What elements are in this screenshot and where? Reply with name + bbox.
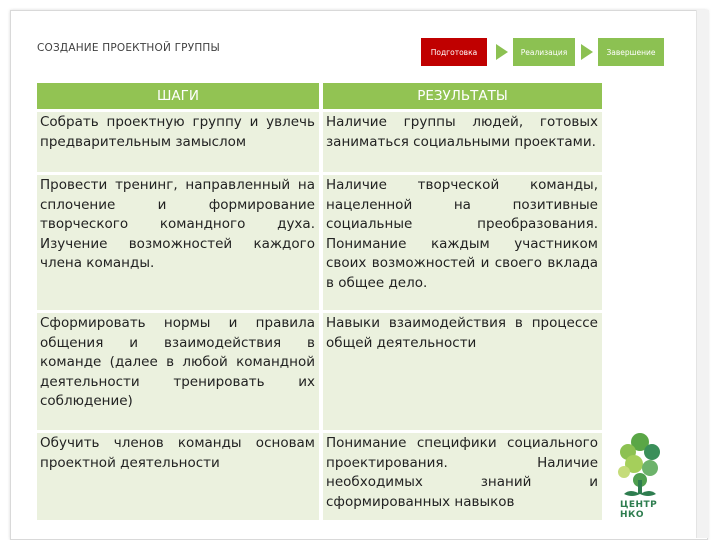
logo-text: [620, 500, 657, 520]
step-cell: Собрать проектную группу и увлечь предварительным замыслом: [37, 112, 319, 172]
step-cell: Провести тренинг, направленный на сплочение и формирование творческого командного духа. Изучение возможностей каждого члена команды.: [37, 175, 319, 310]
stage-preparation: Подготовка: [421, 38, 487, 66]
logo-line-1: ЦЕНТР: [620, 500, 658, 510]
slide-edge: [696, 10, 709, 538]
page-title: СОЗДАНИЕ ПРОЕКТНОЙ ГРУППЫ: [37, 42, 220, 54]
tree-icon: [618, 433, 660, 496]
logo-line-2: НКО: [620, 510, 645, 520]
header-results: РЕЗУЛЬТАТЫ: [323, 83, 602, 109]
stage-completion: Завершение: [598, 38, 664, 66]
result-cell: Наличие творческой команды, нацеленной на позитивные социальные преобразования. Понимание каждым участником своих возможностей и своего вклада в общее дело.: [323, 175, 602, 310]
stage-progress: [0, 32, 720, 72]
arrow-right-icon: [581, 44, 593, 60]
step-cell: Сформировать нормы и правила общения и взаимодействия в команде (далее в любой командной деятельности тренировать их соблюдение): [37, 313, 319, 430]
arrow-right-icon: [496, 44, 508, 60]
result-cell: Навыки взаимодействия в процессе общей деятельности: [323, 313, 602, 430]
stage-implementation: Реализация: [513, 38, 575, 66]
step-cell: Обучить членов команды основам проектной деятельности: [37, 433, 319, 520]
header-steps: ШАГИ: [37, 83, 319, 109]
result-cell: Понимание специфики социального проектирования. Наличие необходимых знаний и сформированных навыков: [323, 433, 602, 520]
result-cell: Наличие группы людей, готовых заниматься социальными проектами.: [323, 112, 602, 172]
